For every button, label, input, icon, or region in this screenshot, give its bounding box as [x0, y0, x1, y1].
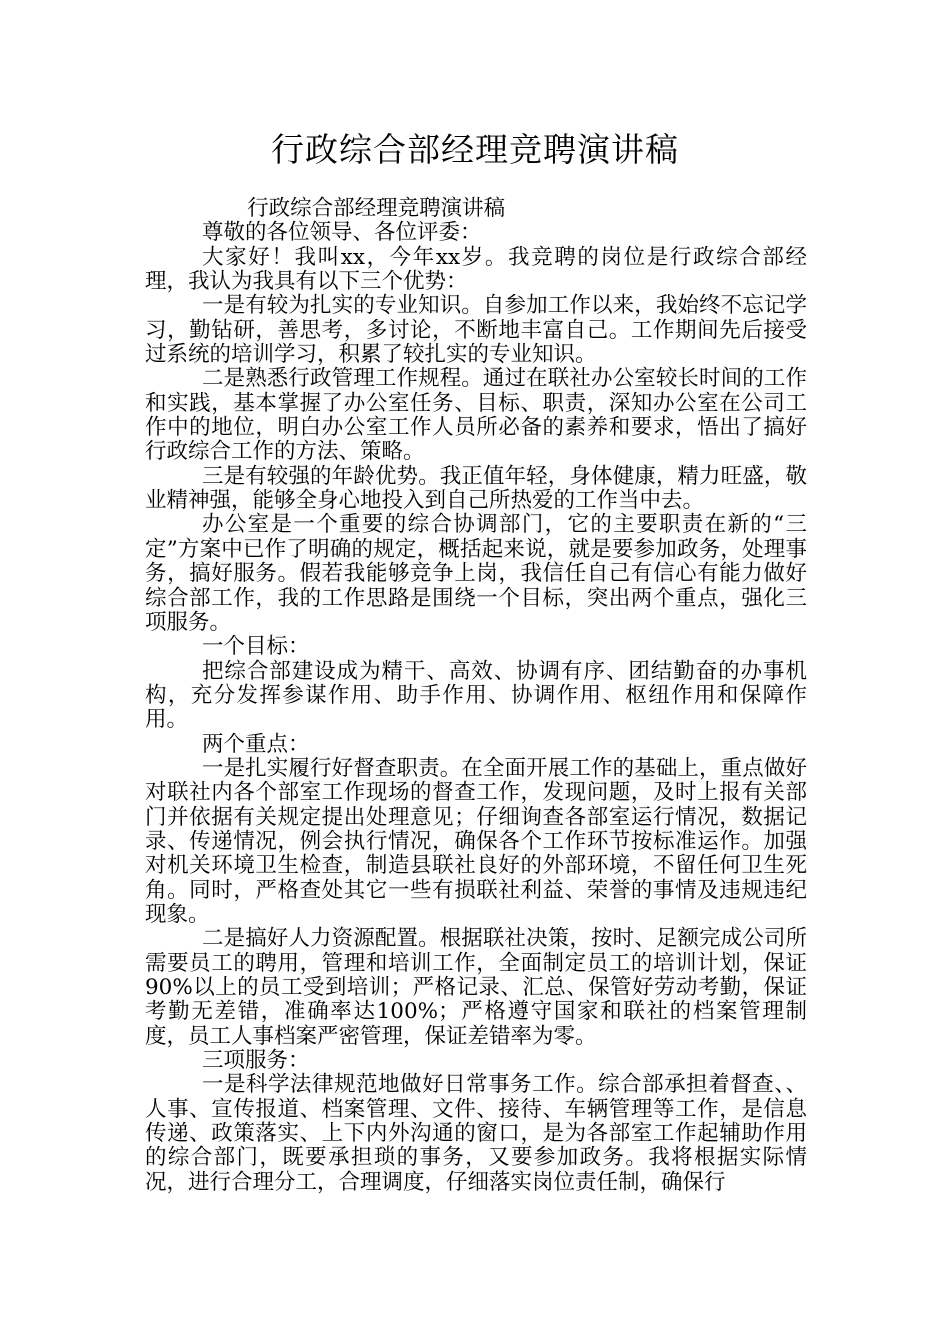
- paragraph-service-1: 一是科学法律规范地做好日常事务工作。综合部承担着督查、、人事、宣传报道、档案管理、文件、接待、车辆管理等工作，是信息传递、政策落实、上下内外沟通的窗口，是为各部室工作起辅助作用的综合部门，既要承担琐的事务，又要参加政务。我将根据实际情况，进行合理分工，合理调度，仔细落实岗位责任制，确保行: [145, 1072, 807, 1195]
- paragraph-advantage-2: 二是熟悉行政管理工作规程。通过在联社办公室较长时间的工作和实践，基本掌握了办公室任务、目标、职责，深知办公室在公司工作中的地位，明白办公室工作人员所必备的素养和要求，悟出了搞好行政综合工作的方法、策略。: [145, 366, 807, 465]
- paragraph-focus-2: 二是搞好人力资源配置。根据联社决策，按时、足额完成公司所需要员工的聘用，管理和培训工作，全面制定员工的培训计划，保证90%以上的员工受到培训；严格记录、汇总、保管好劳动考勤，保证考勤无差错，准确率达100%；严格遵守国家和联社的档案管理制度，员工人事档案严密管理，保证差错率为零。: [145, 926, 807, 1049]
- paragraph-office-role: 办公室是一个重要的综合协调部门，它的主要职责在新的“三定”方案中已作了明确的规定，概括起来说，就是要参加政务，处理事务，搞好服务。假若我能够竞争上岗，我信任自己有信心有能力做好综合部工作，我的工作思路是围绕一个目标，突出两个重点，强化三项服务。: [145, 512, 807, 635]
- heading-one-goal: 一个目标：: [201, 634, 310, 660]
- document-subtitle: 行政综合部经理竞聘演讲稿: [247, 196, 506, 221]
- paragraph-intro: 大家好！我叫xx，今年xx岁。我竞聘的岗位是行政综合部经理，我认为我具有以下三个优势：: [145, 244, 807, 295]
- document-body: [145, 197, 807, 1195]
- heading-two-focuses: 两个重点：: [201, 731, 310, 757]
- heading-three-services: 三项服务：: [201, 1048, 310, 1074]
- salutation: 尊敬的各位领导、各位评委：: [201, 220, 482, 246]
- document-title: 行政综合部经理竞聘演讲稿: [271, 130, 679, 169]
- paragraph-focus-1: 一是扎实履行好督查职责。在全面开展工作的基础上，重点做好对联社内各个部室工作现场的督查工作，发现问题，及时上报有关部门并依据有关规定提出处理意见；仔细询查各部室运行情况，数据记录、传递情况，例会执行情况，确保各个工作环节按标准运作。加强对机关环境卫生检查，制造县联社良好的外部环境，不留任何卫生死角。同时，严格查处其它一些有损联社利益、荣誉的事情及违规违纪现象。: [145, 755, 807, 927]
- paragraph-goal: 把综合部建设成为精干、高效、协调有序、团结勤奋的办事机构，充分发挥参谋作用、助手作用、协调作用、枢纽作用和保障作用。: [145, 658, 807, 733]
- paragraph-advantage-1: 一是有较为扎实的专业知识。自参加工作以来，我始终不忘记学习，勤钻研，善思考，多讨论，不断地丰富自己。工作期间先后接受过系统的培训学习，积累了较扎实的专业知识。: [145, 293, 807, 368]
- paragraph-advantage-3: 三是有较强的年龄优势。我正值年轻，身体健康，精力旺盛，敬业精神强，能够全身心地投入到自己所热爱的工作当中去。: [145, 463, 807, 514]
